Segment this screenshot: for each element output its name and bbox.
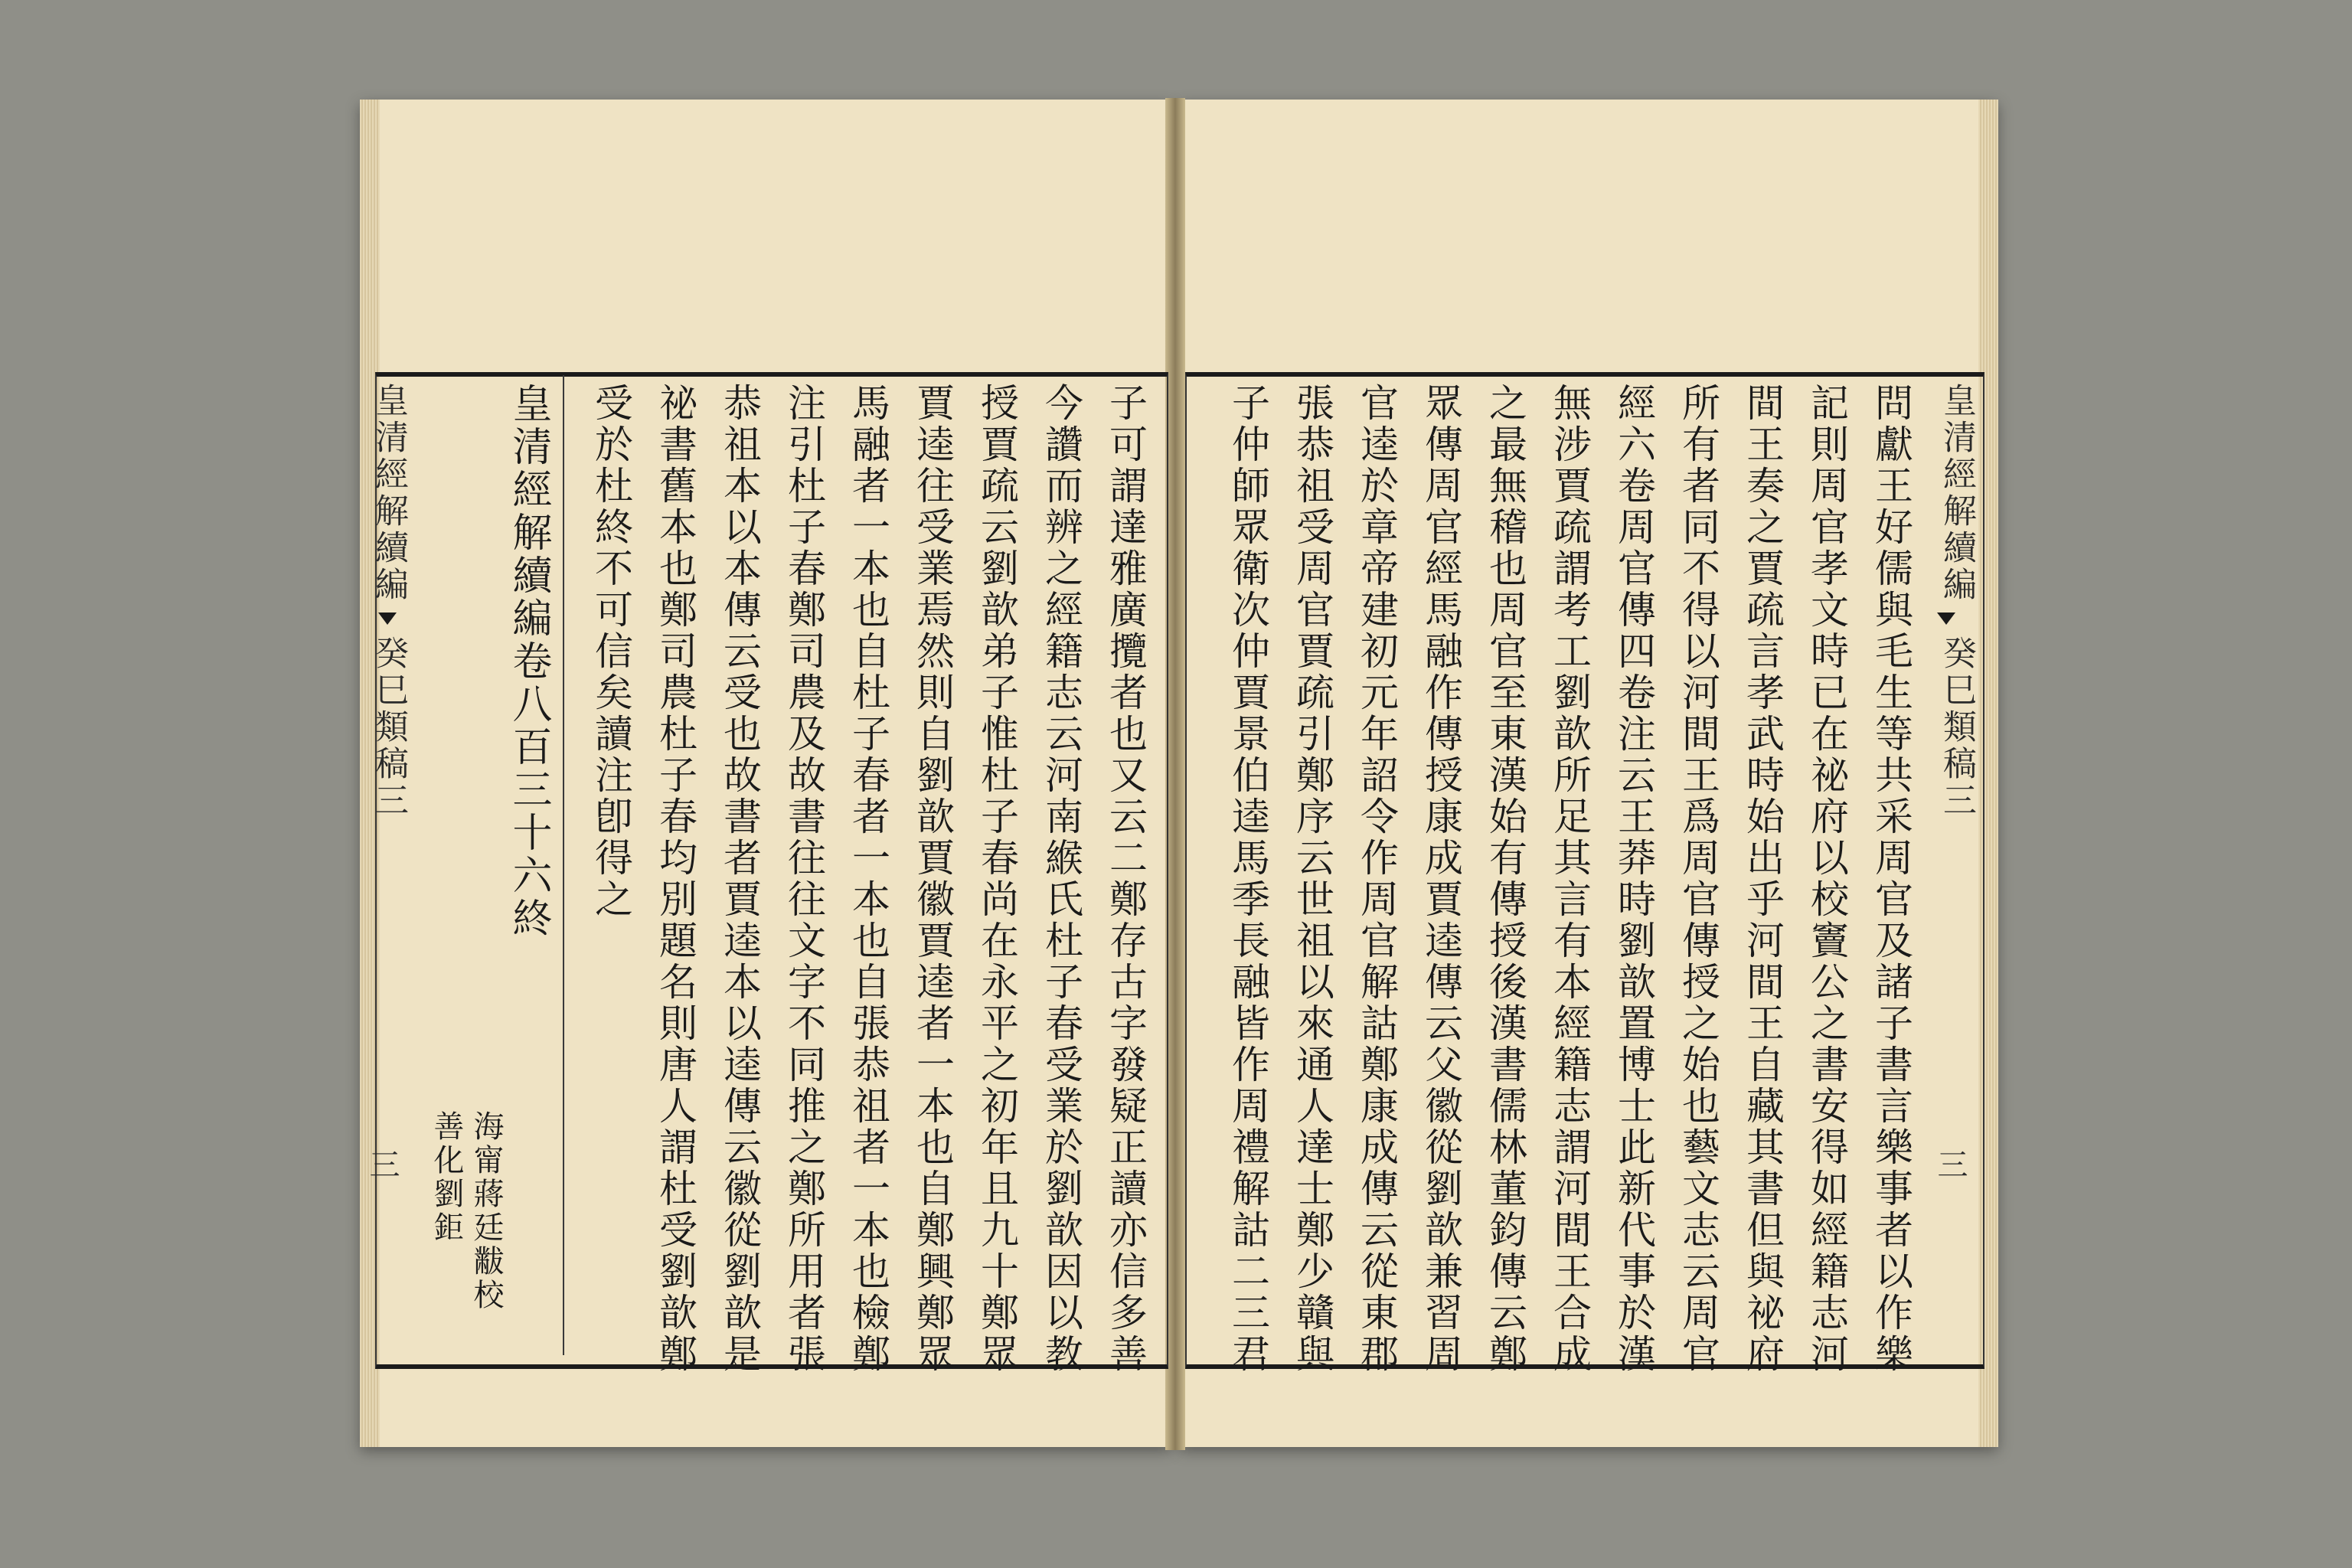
right-column-6: 無涉賈疏謂考工劉歆所足其言有本經籍志謂河間王合成	[1547, 383, 1592, 1375]
right-margin-number: 三	[1932, 1148, 1968, 1179]
right-column-4: 所有者同不得以河間王爲周官傳授之始也藝文志云周官	[1676, 383, 1720, 1375]
right-column-8: 眾傳周官經馬融作傳授康成賈逵傳云父徽從劉歆兼習周	[1419, 383, 1463, 1375]
left-column-9: 受於杜終不可信矣讀注卽得之	[589, 383, 633, 920]
right-column-1: 問獻王好儒與毛生等共采周官及諸子書言樂事者以作樂	[1869, 383, 1913, 1375]
left-margin-fishtail	[378, 612, 397, 625]
volume-end-heading: 皇清經解續編卷八百三十六終	[505, 383, 551, 940]
right-column-10: 張恭祖受周官賈疏引鄭序云世祖以來通人達士鄭少贛與	[1290, 383, 1334, 1375]
right-column-11: 子仲師眾衛次仲賈景伯逵馬季長融皆作周禮解詁二三君	[1226, 383, 1270, 1375]
left-column-rule	[563, 375, 564, 1355]
left-margin-subtitle: 癸巳類稿三	[369, 635, 408, 819]
left-column-7: 恭祖本以本傳云受也故書者賈逵本以逵傳云徽從劉歆是	[717, 383, 762, 1375]
right-column-3: 間王奏之賈疏言孝武時始出乎河間王自藏其書但與祕府	[1740, 383, 1785, 1375]
left-margin-title: 皇清經解續編	[369, 383, 408, 603]
right-column-5: 經六卷周官傳四卷注云王莽時劉歆置博士此新代事於漢	[1612, 383, 1656, 1375]
right-column-7: 之最無稽也周官至東漢始有傳授後漢書儒林董鈞傳云鄭	[1483, 383, 1527, 1375]
left-margin-number: 三	[364, 1148, 400, 1179]
left-column-6: 注引杜子春鄭司農及故書往往文字不同推之鄭所用者張	[782, 383, 826, 1375]
right-column-2: 記則周官孝文時已在祕府以校竇公之書安得如經籍志河	[1805, 383, 1849, 1375]
right-margin-fishtail	[1937, 612, 1955, 625]
right-column-9: 官逵於章帝建初元年詔令作周官解詁鄭康成傳云從東郡	[1354, 383, 1399, 1375]
editor-credit-2: 善化劉鉅	[429, 1110, 464, 1245]
right-margin-subtitle: 癸巳類稿三	[1937, 635, 1976, 819]
left-column-5: 馬融者一本也自杜子春者一本也自張恭祖者一本也檢鄭	[846, 383, 890, 1375]
editor-credit-1: 海甯蔣廷黻校	[469, 1110, 504, 1312]
left-column-8: 祕書舊本也鄭司農杜子春均別題名則唐人謂杜受劉歆鄭	[653, 383, 697, 1375]
right-margin-title: 皇清經解續編	[1937, 383, 1976, 603]
left-column-2: 今讚而辨之經籍志云河南緱氏杜子春受業於劉歆因以教	[1039, 383, 1083, 1375]
left-column-1: 子可謂達雅廣攬者也又云二鄭存古字發疑正讀亦信多善	[1103, 383, 1148, 1375]
left-column-3: 授賈疏云劉歆弟子惟杜子春尚在永平之初年且九十鄭眾	[975, 383, 1019, 1375]
left-column-4: 賈逵往受業焉然則自劉歆賈徽賈逵者一本也自鄭興鄭眾	[910, 383, 955, 1375]
